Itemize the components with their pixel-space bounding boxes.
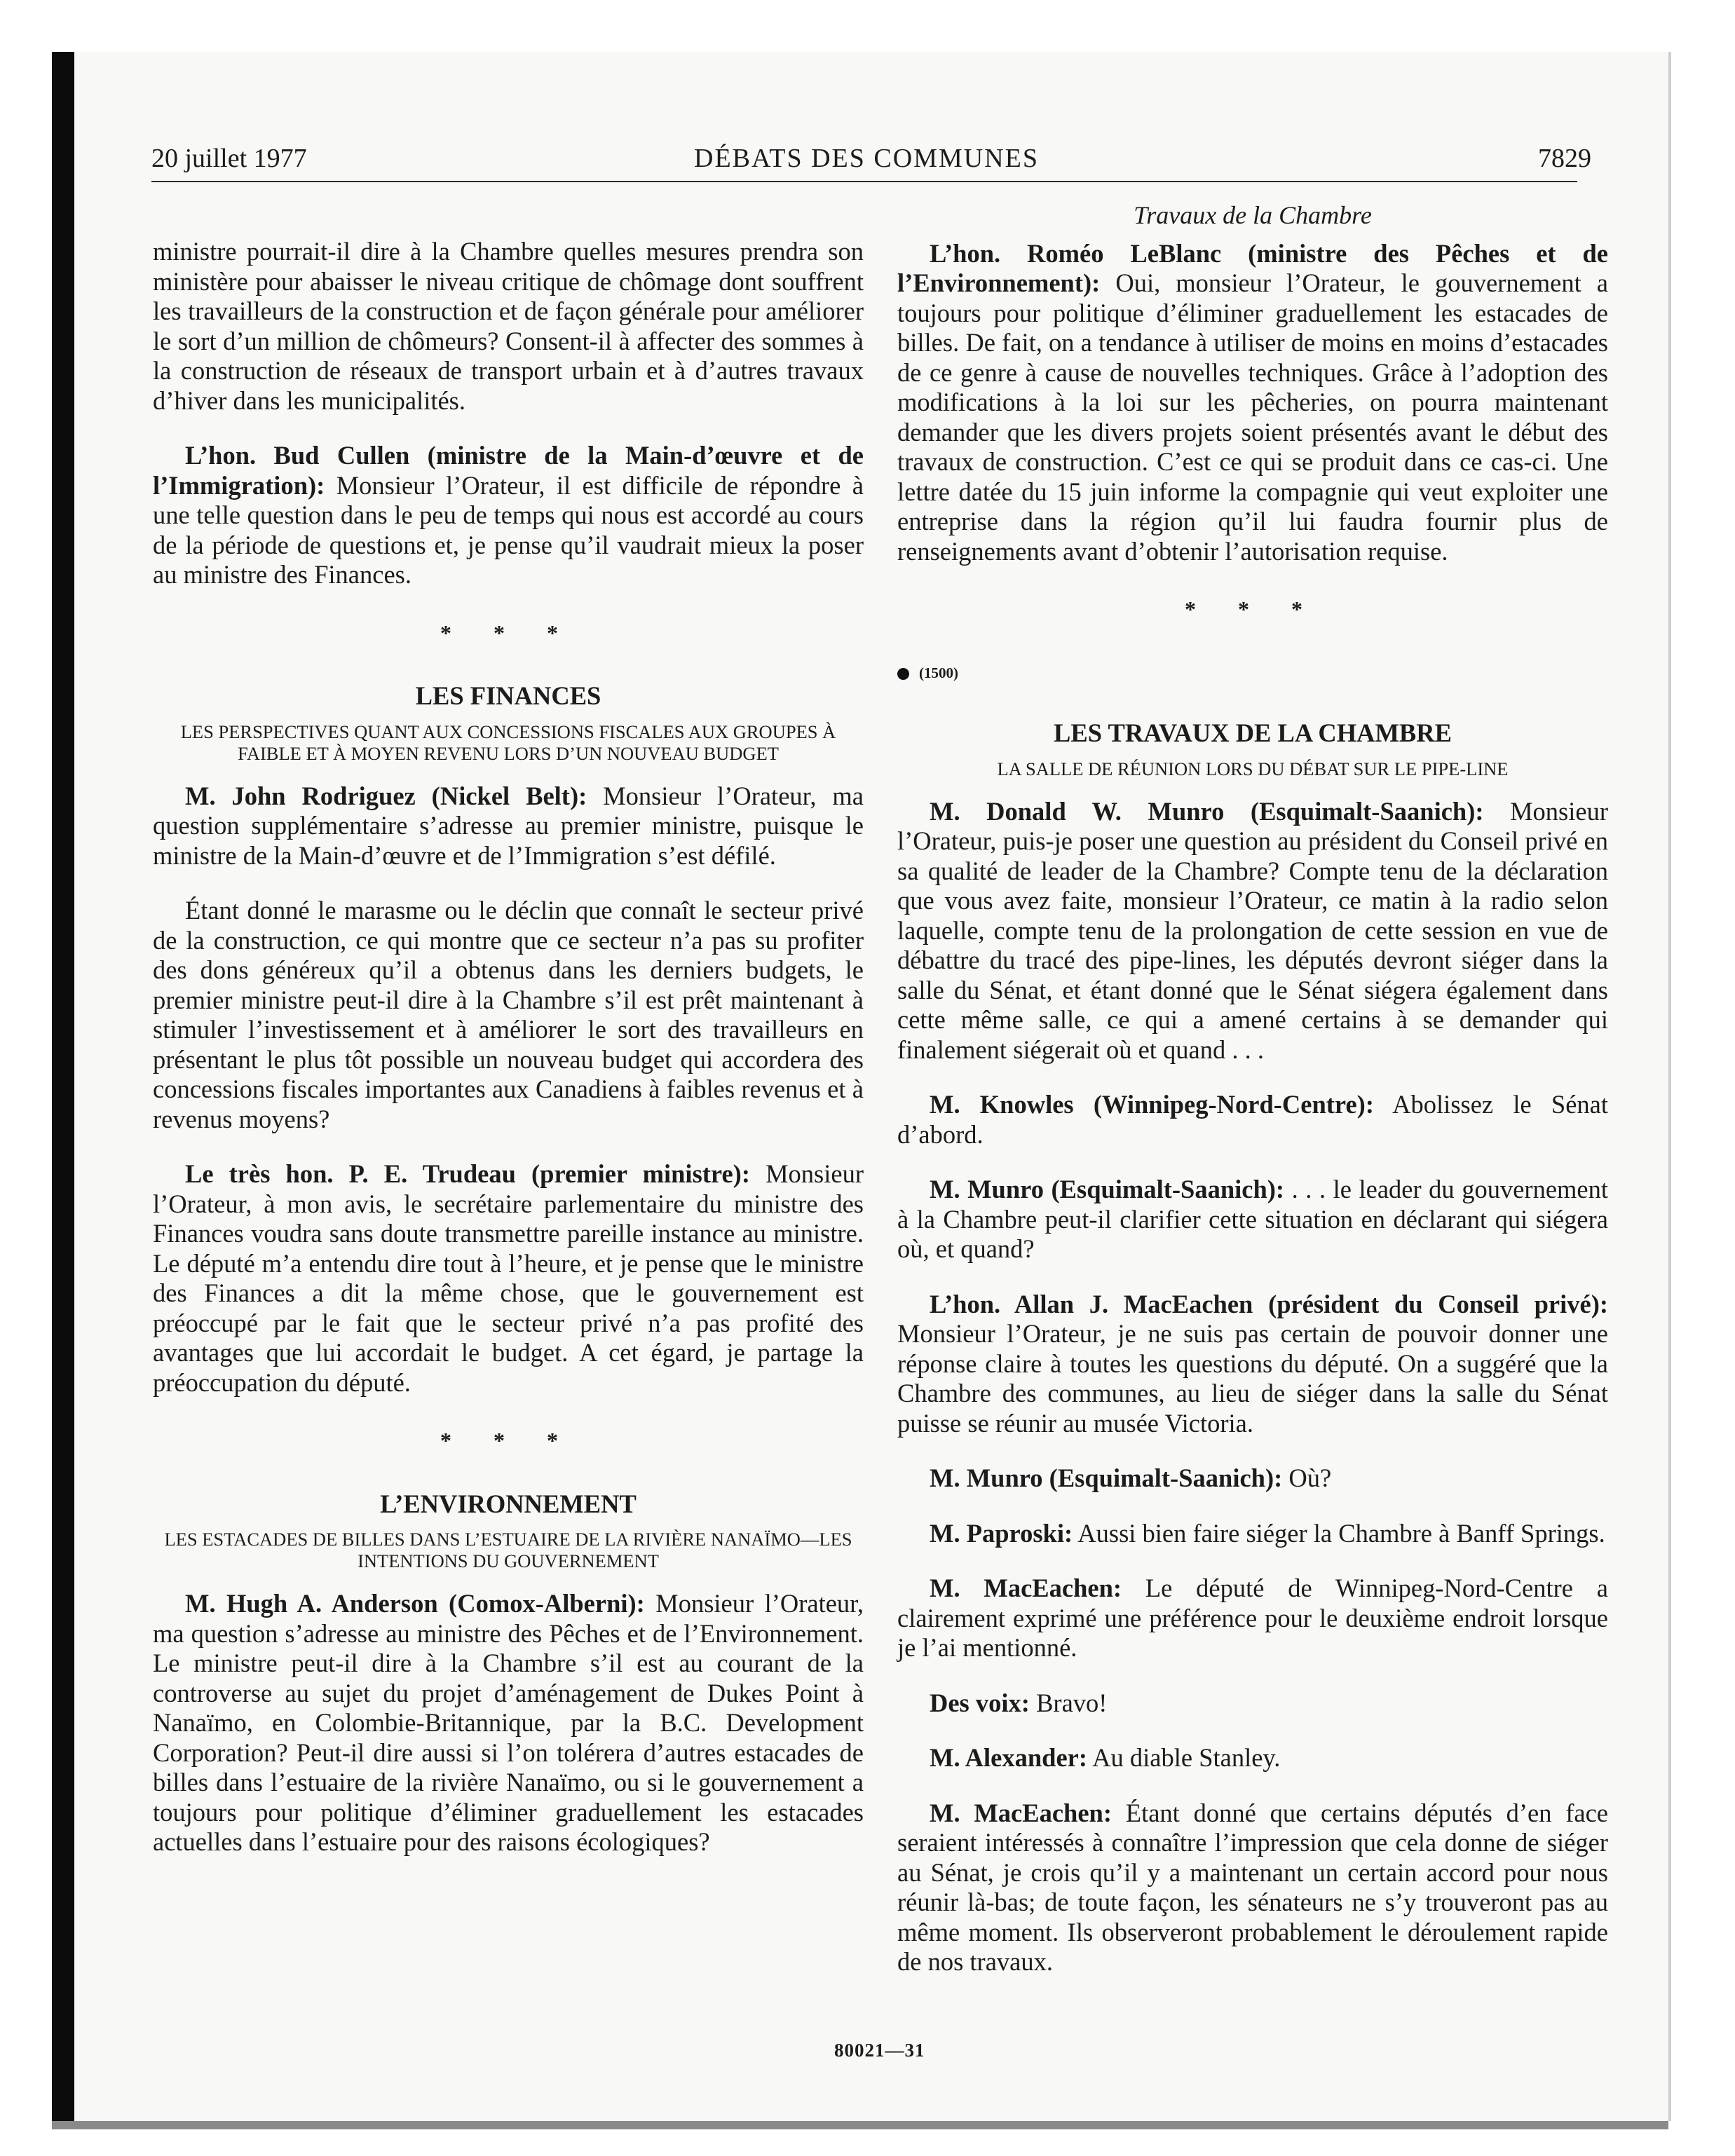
paragraph [897, 1519, 1608, 1549]
header-page-number: 7829 [1538, 144, 1591, 173]
speech-text: Monsieur l’Orateur, puis-je poser une question au président du Conseil privé en sa qualité de leader de la Chambre? Compte tenu de la déclaration que vous avez faite, monsieur l’Orateur, ce matin à la radio selon laquelle, compte tenu de la prolongation de cette session en vue de débattre du tracé des pipe-lines, les députés devront siéger dans la salle du Sénat, et étant donné que le Sénat siégera également dans cette même salle, ce qui a amené certains à se demander qui finalement siégerait où et quand . . . [897, 796, 1609, 1064]
section-subtitle: LES ESTACADES DE BILLES DANS L’ESTUAIRE DE LA RIVIÈRE NANAÏMO—LES INTENTIONS DU GOUVERNEMENT [164, 1529, 852, 1571]
paragraph [897, 1090, 1608, 1149]
speech-text: Monsieur l’Orateur, à mon avis, le secrétaire parlementaire du ministre des Finances voudra sans doute transmettre pareille instance au ministre. Le député m’a entendu dire tout à l’heure, et je pense que le ministre des Finances a dit la même chose, que le gouvernement est préoccupé par le fait que le secteur privé n’a pas profité des avantages que lui accordait le budget. A cet égard, je partage la préoccupation du député. [153, 1159, 864, 1397]
scan-margin [0, 0, 1735, 52]
time-marker [897, 658, 1608, 688]
section-title: LES TRAVAUX DE LA CHAMBRE [1054, 718, 1452, 747]
paragraph [153, 441, 864, 590]
paragraph [897, 797, 1608, 1065]
section-subtitle: LA SALLE DE RÉUNION LORS DU DÉBAT SUR LE PIPE-LINE [997, 758, 1509, 779]
speech-text: Monsieur l’Orateur, ma question s’adresse au ministre des Pêches et de l’Environnement. Le ministre peut-il dire à la Chambre s’il est au courant de la controverse au sujet du projet d’aménagement de Dukes Point à Nanaïmo, en Colombie-Britannique, par la B.C. Development Corporation? Peut-il dire aussi si l’on tolérera d’autres estacades de billes dans l’estuaire de la rivière Nanaïmo, ou si le gouvernement a toujours pour politique d’éliminer graduellement les estacades actuelles dans l’estuaire pour des raisons écologiques? [153, 1589, 864, 1856]
header-date: 20 juillet 1977 [151, 144, 307, 173]
section-separator: * * * [440, 1428, 576, 1453]
scan-bottom-edge-bar [52, 2121, 1668, 2129]
speaker-name: M. MacEachen: [930, 1798, 1113, 1827]
speaker-name: L’hon. Roméo LeBlanc (ministre des Pêches et de l’Environnement): [897, 238, 1608, 297]
speaker-name: M. Munro (Esquimalt-Saanich): [930, 1175, 1285, 1203]
header-title: DÉBATS DES COMMUNES [694, 144, 1039, 173]
section-subtitle: LES PERSPECTIVES QUANT AUX CONCESSIONS FISCALES AUX GROUPES À FAIBLE ET À MOYEN REVENU LORS D’UN NOUVEAU BUDGET [180, 721, 836, 764]
left-column [153, 237, 864, 1883]
speaker-name: M. Donald W. Munro (Esquimalt-Saanich): [930, 796, 1484, 826]
speech-text: Bravo! [1029, 1688, 1108, 1717]
section-title: L’ENVIRONNEMENT [380, 1489, 637, 1518]
scan-right-edge [1668, 52, 1671, 2121]
paragraph [897, 1290, 1608, 1439]
paragraph [897, 1464, 1608, 1494]
section-separator: * * * [1185, 596, 1321, 622]
paragraph [153, 782, 864, 871]
speaker-name: Des voix: [930, 1688, 1030, 1717]
paragraph: Étant donné le marasme ou le déclin que connaît le secteur privé de la construction, ce qui montre que ce secteur n’a pas su profiter des dons généreux qu’il a obtenus dans les derniers budgets, le premier ministre peut-il dire à la Chambre s’il est prêt maintenant à stimuler l’investissement et à améliorer le sort des travailleurs en présentant le plus tôt possible un nouveau budget qui accordera des concessions fiscales importantes aux Canadiens à faibles revenus et à revenus moyens? [153, 896, 864, 1133]
paragraph [897, 1743, 1608, 1773]
speech-text: Monsieur l’Orateur, je ne suis pas certain de pouvoir donner une réponse claire à toutes les questions du député. On a suggéré que la Chambre des communes, au lieu de siéger dans la salle du Sénat puisse se réunir au musée Victoria. [897, 1319, 1608, 1438]
right-column [897, 200, 1608, 2003]
speaker-name: M. Alexander: [930, 1743, 1088, 1772]
speech-text: Monsieur l’Orateur, ma question supplémentaire s’adresse au premier ministre, puisque le ministre de la Main-d’œuvre et de l’Immigration s’est défilé. [153, 781, 864, 870]
speech-text: Le député de Winnipeg-Nord-Centre a clairement exprimé une préférence pour le deuxième endroit lorsque je l’ai mentionné. [897, 1574, 1608, 1662]
header-rule [151, 181, 1577, 182]
speaker-name: L’hon. Allan J. MacEachen (président du Conseil privé): [930, 1289, 1608, 1318]
paragraph [897, 1574, 1608, 1663]
bullet-icon [897, 668, 909, 680]
speech-text: Au diable Stanley. [1087, 1743, 1281, 1772]
paragraph [897, 1175, 1608, 1264]
speaker-name: M. Knowles (Winnipeg-Nord-Centre): [930, 1090, 1374, 1119]
section-title: LES FINANCES [415, 681, 601, 710]
section-separator: * * * [440, 620, 576, 646]
speech-text: Monsieur l’Orateur, il est difficile de répondre à une telle question dans le peu de temps qui nous est accordé au cours de la période de questions et, je pense qu’il vaudrait mieux la poser au ministre des Finances. [153, 470, 864, 589]
footer-code: 80021—31 [834, 2040, 925, 2061]
paragraph [897, 1799, 1608, 1977]
paragraph [153, 1159, 864, 1398]
speech-text: Où? [1282, 1464, 1332, 1492]
speech-text: Abolissez le Sénat d’abord. [897, 1090, 1608, 1149]
speech-text: Étant donné que certains députés d’en face seraient intéressés à connaître l’impression que cela donne de siéger au Sénat, je crois qu’il y a maintenant un certain accord pour nous réunir là-bas; de toute façon, les sénateurs ne s’y trouveront pas au même moment. Ils observeront probablement le déroulement rapide de nos travaux. [897, 1798, 1608, 1976]
running-head: Travaux de la Chambre [1134, 201, 1372, 229]
speech-text: Oui, monsieur l’Orateur, le gouvernement a toujours pour politique d’éliminer graduellement les estacades de billes. De fait, on a tendance à utiliser de moins en moins d’estacades de ce genre à cause de nouvelles techniques. Grâce à l’adoption des modifications à la loi sur les pêcheries, on pourra maintenant demander que les divers projets soient présentés avant le début des travaux de construction. C’est ce qui se produit dans ce cas-ci. Une lettre datée du 15 juin informe la compagnie qui veut exploiter une entreprise dans la région qu’il lui faudra fournir plus de renseignements avant d’obtenir l’autorisation requise. [897, 268, 1608, 566]
speaker-name: M. Paproski: [930, 1518, 1073, 1548]
paragraph [153, 1589, 864, 1857]
paragraph [897, 1688, 1608, 1719]
speaker-name: M. Hugh A. Anderson (Comox-Alberni): [185, 1589, 645, 1618]
speaker-name: M. MacEachen: [930, 1574, 1122, 1602]
speaker-name: M. Munro (Esquimalt-Saanich): [930, 1464, 1283, 1492]
paragraph: ministre pourrait-il dire à la Chambre quelles mesures prendra son ministère pour abaisser le niveau critique de chômage dont souffrent les travailleurs de la construction et de façon générale pour améliorer le sort d’un million de chômeurs? Consent-il à affecter des sommes à la construction de réseaux de transport urbain et à d’autres travaux d’hiver dans les municipalités. [153, 237, 864, 415]
speaker-name: L’hon. Bud Cullen (ministre de la Main-d’œuvre et de l’Immigration): [153, 441, 864, 500]
paragraph [897, 239, 1608, 567]
scan-left-edge-bar [52, 52, 74, 2121]
speech-text: . . . le leader du gouvernement à la Chambre peut-il clarifier cette situation en déclarant qui siégera où, et quand? [897, 1175, 1609, 1263]
speaker-name: M. John Rodriguez (Nickel Belt): [185, 781, 587, 810]
speaker-name: Le très hon. P. E. Trudeau (premier ministre): [185, 1159, 750, 1188]
speech-text: Aussi bien faire siéger la Chambre à Banff Springs. [1073, 1518, 1605, 1548]
time-marker-text: (1500) [919, 664, 958, 681]
